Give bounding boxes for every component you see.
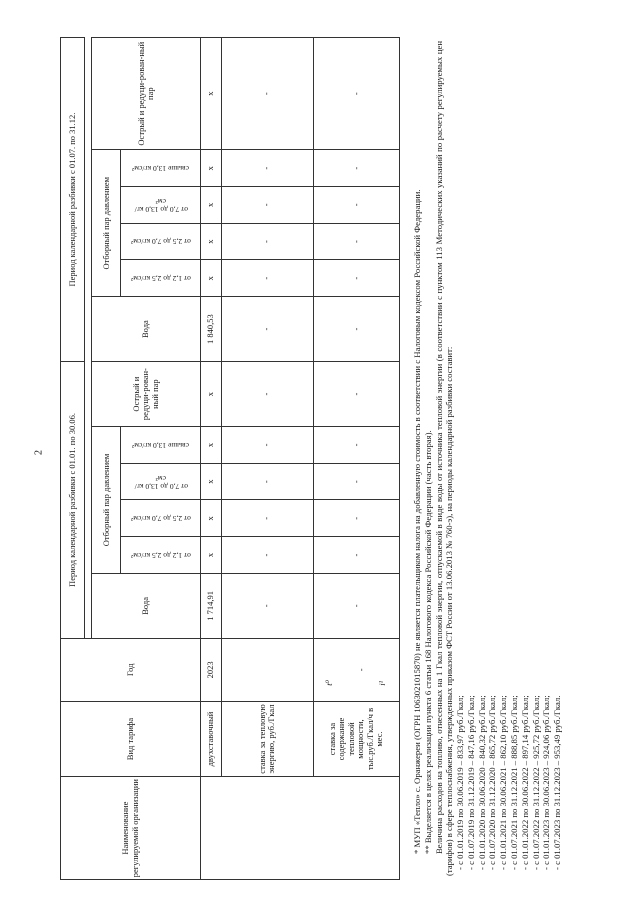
table-cell: -: [313, 362, 399, 427]
header-pressure-1-2: от 2,5 до 7,0 кг/см²: [121, 500, 201, 537]
footnotes: [412, 41, 563, 876]
header-pressure-2-4: свыше 13,0 кг/см²: [121, 150, 201, 187]
table-cell: -: [221, 500, 313, 537]
table-cell: -: [313, 223, 399, 260]
table-cell: x: [201, 187, 222, 224]
tariff-table: [60, 37, 400, 880]
table-cell: x: [201, 150, 222, 187]
header-org: Наименование регулируемой организации: [61, 777, 201, 880]
header-steam-1: Отборный пар давлением: [92, 427, 121, 574]
list-item: - с 01.07.2021 по 31.12.2021 – 888,85 руб./Гкал;: [509, 695, 520, 870]
table-row-tariff: ставка за содержание тепловой мощности, тыс.руб./Гкал/ч в мес.: [313, 701, 399, 776]
table-cell: -: [313, 573, 399, 638]
table-cell: x: [201, 38, 222, 150]
list-item: - с 01.01.2023 по 30.06.2023 – 924,06 руб./Гкал;: [541, 695, 552, 870]
list-item: - с 01.01.2019 по 30.06.2019 – 833,97 руб./Гкал;: [455, 695, 466, 870]
header-water-2: Вода: [92, 297, 201, 362]
year-symbol-t: t⁰: [324, 679, 334, 686]
table-cell: -: [221, 150, 313, 187]
page-number: 2: [33, 450, 45, 455]
table-cell: -: [221, 297, 313, 362]
table-cell: -: [313, 260, 399, 297]
table-cell: -: [313, 427, 399, 464]
rotated-page-content: [30, 32, 610, 892]
table-cell: -: [221, 463, 313, 500]
table-cell: -: [313, 38, 399, 150]
footnote-vat: * МУП «Тепло» с. Оранжереи (ОГРН 1063021015870) не является плательщиком налога на добавленную стоимость в соответствии с Налоговым кодексом Российской Федерации.: [412, 189, 422, 854]
header-pressure-1-1: от 1,2 до 2,5 кг/см²: [121, 537, 201, 574]
fuel-cost-list: [455, 41, 563, 876]
table-row-year: [313, 638, 399, 701]
table-row-tariff: двухставочный: [201, 701, 222, 776]
footnote-tax-code: ** Выделяется в целях реализации пункта 6 статьи 168 Налогового кодекса Российской Федерации (часть вторая).: [422, 430, 433, 854]
table-cell: -: [313, 500, 399, 537]
table-cell: x: [201, 463, 222, 500]
header-water-1: Вода: [92, 573, 201, 638]
list-item: - с 01.07.2022 по 31.12.2022 – 925,72 руб./Гкал;: [530, 695, 541, 870]
list-item: - с 01.07.2019 по 31.12.2019 – 847,16 руб./Гкал;: [465, 695, 476, 870]
year-symbol-dash: -: [355, 668, 366, 672]
footnote-fuel-costs: Величина расходов на топливо, отнесенных на 1 Гкал тепловой энергии, отпускаемой в виде воды от источника тепловой энергии (в соответствии с пунктом 113 Методических указаний по расчету регулируемых цен (тарифов) в сфере теплоснабжения, утвержденных приказом ФСТ России от 13.06.2013 № 760-э), на периоды календарной разбивки составит:: [433, 41, 455, 876]
table-cell: x: [201, 537, 222, 574]
table-cell: 1 714,91: [201, 573, 222, 638]
table-cell: -: [221, 260, 313, 297]
header-period-2: Период календарной разбивки с 01.07. по 31.12.: [61, 38, 85, 362]
header-pressure-2-3: от 7,0 до 13,0 кг/см²: [121, 187, 201, 224]
table-cell: -: [313, 537, 399, 574]
table-cell: x: [201, 500, 222, 537]
table-cell: x: [201, 260, 222, 297]
list-item: - с 01.01.2020 по 30.06.2020 – 840,32 руб./Гкал;: [476, 695, 487, 870]
header-pressure-1-4: свыше 13,0 кг/см²: [121, 427, 201, 464]
header-tariff-type: Вид тарифа: [61, 701, 201, 776]
org-cell: [201, 777, 400, 880]
table-row-year: [221, 638, 313, 701]
list-item: - с 01.07.2020 по 31.12.2020 – 865,72 руб./Гкал;: [487, 695, 498, 870]
table-cell: -: [313, 463, 399, 500]
header-year: Год: [61, 638, 201, 701]
table-cell: x: [201, 362, 222, 427]
table-cell: -: [313, 150, 399, 187]
table-cell: -: [221, 537, 313, 574]
table-cell: -: [221, 427, 313, 464]
table-cell: x: [201, 223, 222, 260]
table-cell: -: [221, 362, 313, 427]
table-cell: -: [221, 187, 313, 224]
table-cell: 1 840,53: [201, 297, 222, 362]
list-item: - с 01.01.2022 по 30.06.2022 – 897,14 руб./Гкал;: [519, 695, 530, 870]
table-cell: -: [313, 187, 399, 224]
header-steam-2: Отборный пар давлением: [92, 150, 121, 297]
table-cell: -: [221, 38, 313, 150]
header-pressure-2-2: от 2,5 до 7,0 кг/см²: [121, 223, 201, 260]
table-cell: -: [221, 573, 313, 638]
table-row-tariff: ставка за тепловую энергию, руб./Гкал: [221, 701, 313, 776]
list-item: - с 01.01.2021 по 30.06.2021 – 862,10 руб./Гкал;: [498, 695, 509, 870]
table-row-year: 2023: [201, 638, 222, 701]
header-pressure-1-3: от 7,0 до 13,0 кг/см²: [121, 463, 201, 500]
header-sharp-steam-1: Острый и редуци-рован-ный пар: [92, 362, 201, 427]
header-period-1: Период календарной разбивки с 01.01. по 30.06.: [61, 362, 85, 639]
table-cell: x: [201, 427, 222, 464]
year-symbol-i: i¹: [377, 680, 388, 686]
table-cell: -: [313, 297, 399, 362]
table-cell: -: [221, 223, 313, 260]
list-item: - с 01.07.2023 по 31.12.2023 – 953,49 руб./Гкал.: [552, 695, 563, 870]
header-pressure-2-1: от 1,2 до 2,5 кг/см²: [121, 260, 201, 297]
header-sharp-steam-2: Острый и редуци-рован-ный пар: [92, 38, 201, 150]
